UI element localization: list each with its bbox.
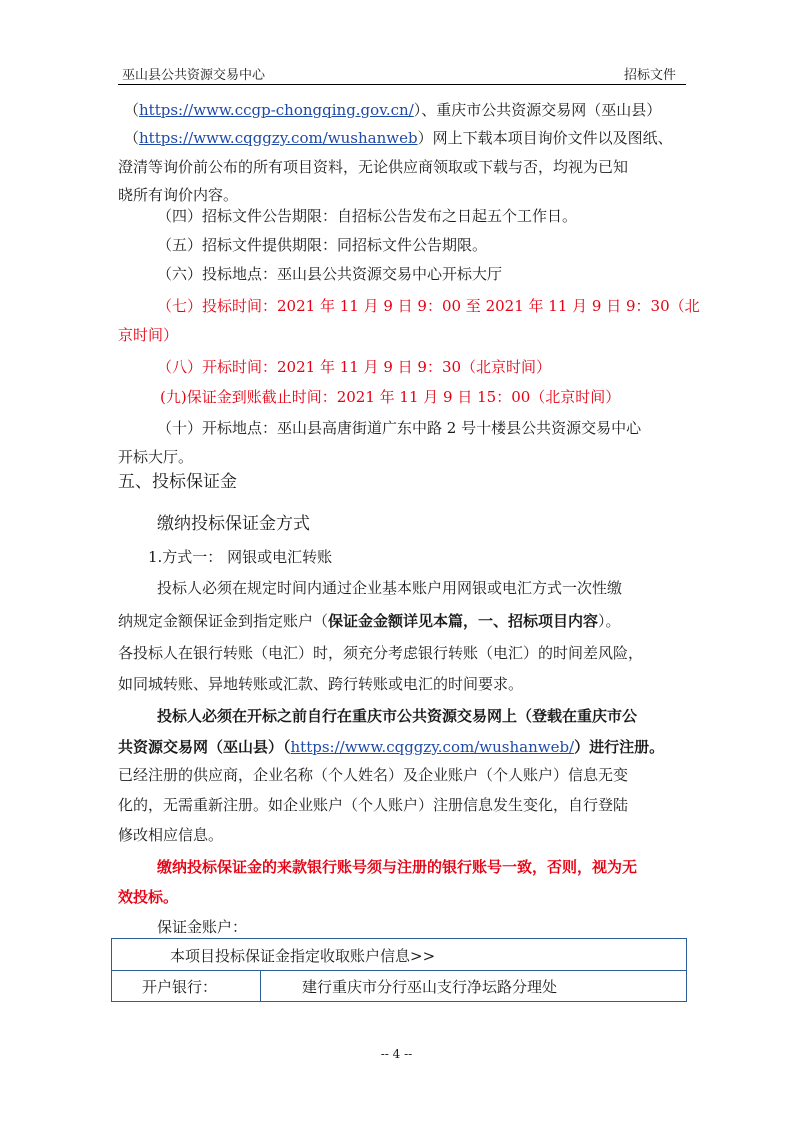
header-doc-type: 招标文件	[623, 68, 676, 83]
item-bid-time-line2: 京时间）	[118, 326, 179, 344]
item-announcement-period: （四）招标文件公告期限：自招标公告发布之日起五个工作日。	[157, 207, 578, 225]
cell-divider	[260, 970, 261, 1001]
method-para-line2	[118, 610, 621, 632]
register-para-line3: 已经注册的供应商，企业名称（个人姓名）及企业账户（个人账户）信息无变	[118, 766, 629, 784]
paren: （	[124, 129, 140, 147]
warning-line2: 效投标。	[118, 888, 179, 906]
bank-value: 建行重庆市分行巫山支行净坛路分理处	[302, 978, 558, 996]
paren: （	[124, 101, 140, 119]
table-row	[112, 939, 686, 971]
method-para-line4: 如同城转账、异地转账或汇款、跨行转账或电汇的时间要求。	[118, 675, 524, 693]
para-download-line4: 晓所有询价内容。	[118, 186, 239, 204]
text: ）。	[598, 612, 621, 630]
warning-line1: 缴纳投标保证金的来款银行账号须与注册的银行账号一致，否则，视为无	[157, 858, 638, 876]
bank-label: 开户银行：	[142, 978, 218, 996]
register-para-line1: 投标人必须在开标之前自行在重庆市公共资源交易网上（登载在重庆市公	[157, 707, 638, 725]
register-para-line4: 化的，无需重新注册。如企业账户（个人账户）注册信息发生变化，自行登陆	[118, 796, 629, 814]
text: ）网上下载本项目询价文件以及图纸、	[417, 129, 673, 147]
section-title: 五、投标保证金	[118, 472, 237, 492]
para-download-line3: 澄清等询价前公布的所有项目资料，无论供应商领取或下载与否，均视为已知	[118, 158, 629, 176]
table-row	[112, 970, 686, 1001]
text: ）、重庆市公共资源交易网（巫山县）	[413, 101, 662, 119]
account-label: 保证金账户：	[157, 918, 248, 936]
item-opening-location-line2: 开标大厅。	[118, 448, 194, 466]
item-bid-time-line1: （七）投标时间：2021 年 11 月 9 日 9：00 至 2021 年 11 月 9 日 9：30（北	[157, 297, 700, 315]
text: 纳规定金额保证金到指定账户（	[118, 612, 329, 630]
section-subtitle: 缴纳投标保证金方式	[157, 514, 310, 534]
ccgp-link[interactable]: https://www.ccgp-chongqing.gov.cn/	[139, 101, 414, 119]
cqggzy-link[interactable]: https://www.cqggzy.com/wushanweb	[139, 129, 418, 147]
method-one: 1.方式一： 网银或电汇转账	[148, 548, 333, 566]
register-link[interactable]: https://www.cqggzy.com/wushanweb/	[290, 738, 575, 756]
item-opening-location-line1: （十）开标地点：巫山县高唐街道广东中路 2 号十楼县公共资源交易中心	[157, 419, 642, 437]
item-deposit-deadline: (九)保证金到账截止时间：2021 年 11 月 9 日 15：00（北京时间）	[160, 388, 621, 406]
item-provision-period: （五）招标文件提供期限：同招标文件公告期限。	[157, 236, 488, 254]
table-header: 本项目投标保证金指定收取账户信息>>	[170, 947, 436, 965]
page-number: -- 4 --	[380, 1047, 413, 1061]
header-org: 巫山县公共资源交易中心	[122, 68, 266, 83]
account-table	[111, 938, 687, 1002]
method-para-line3: 各投标人在银行转账（电汇）时，须充分考虑银行转账（电汇）的时间差风险，	[118, 644, 644, 662]
item-opening-time: （八）开标时间：2021 年 11 月 9 日 9：30（北京时间）	[157, 358, 552, 376]
item-bid-location: （六）投标地点：巫山县公共资源交易中心开标大厅	[157, 265, 503, 283]
page-header	[118, 60, 686, 85]
text: 共资源交易网（巫山县）（	[118, 738, 291, 756]
text: ）进行注册。	[574, 738, 665, 756]
deposit-amount-note: 保证金金额详见本篇，一、招标项目内容	[328, 612, 599, 630]
register-para-line5: 修改相应信息。	[118, 826, 224, 844]
method-para-line1: 投标人必须在规定时间内通过企业基本账户用网银或电汇方式一次性缴	[157, 579, 623, 597]
register-para-line2	[118, 736, 664, 758]
para-download-line2	[124, 127, 673, 149]
para-download-line1	[124, 99, 661, 121]
